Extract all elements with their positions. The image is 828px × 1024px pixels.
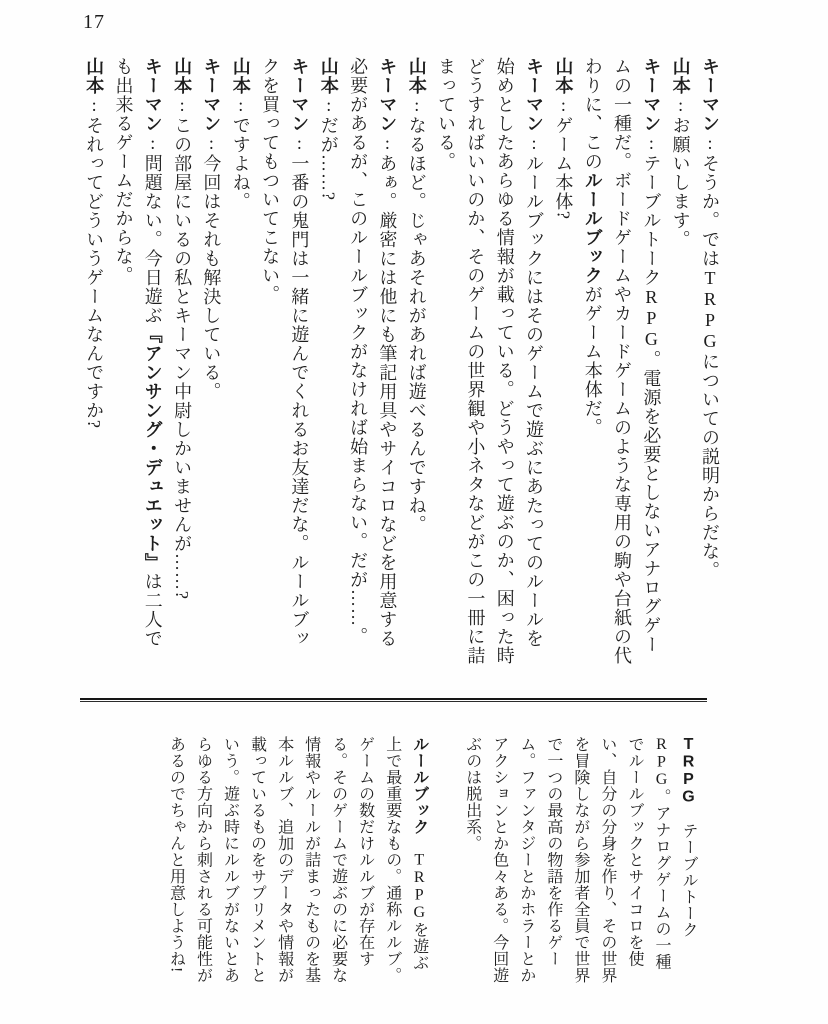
footnote-definition: テーブルトークRPG。アナログゲームの一種でルールブックとサイコロを使い、自分の分身を作り、その世界を冒険しながら参加者全員で世界で一つの最高の物語を作るゲーム。ファンタジーとかホラーとかアクションとか色々ある。今回遊ぶのは脱出系。 [463, 736, 697, 984]
upright-run: : [201, 133, 222, 154]
dialogue-turn: キーマン:今回はそれも解決している。 [201, 57, 222, 401]
footnote-section [100, 736, 702, 986]
footnote-term [680, 736, 697, 806]
upright-run: : [142, 133, 163, 154]
dialogue-turn: 山本:それってどういうゲームなんですか? [84, 57, 105, 429]
speaker-name: キーマン [377, 57, 398, 133]
upright-run: TRPG [680, 736, 697, 806]
speaker-name: 山本 [553, 57, 574, 95]
upright-run: : [230, 95, 251, 116]
upright-run: RPG [652, 736, 670, 789]
speaker-name: キーマン [524, 57, 545, 133]
upright-run: TRPG [410, 851, 428, 922]
page-number: 17 [83, 11, 105, 33]
speaker-name: キーマン [201, 57, 222, 133]
footnote-definition: TRPGを遊ぶ上で最重要なもの。通称ルルブ。ゲームの数だけルルブが存在する。そのゲームで遊ぶのに必要な情報やルールが詰まったものを基本ルルブ、追加のデータや情報が載っているものをサプリメントという。遊ぶ時にルルブがないとあらゆる方向から刺される可能性があるのでちゃんと用意しようね! [167, 736, 428, 984]
upright-run: : [524, 133, 545, 154]
upright-run: : [377, 133, 398, 154]
dialogue-turn: 山本:この部屋にいるの私とキーマン中尉しかいませんが……? [172, 57, 193, 600]
dialogue-turn: キーマン:ルールブックにはそのゲームで遊ぶにあたってのルールを始めとしたあらゆる情報が載っている。どうやって遊ぶのか、困った時どうすればいいのか、そのゲームの世界観や小ネタなどがこの一冊に詰まっている。 [436, 57, 545, 665]
dialogue-turn: 山本:なるほど。じゃあそれがあれば遊べるんですね。 [406, 57, 427, 534]
dialogue-turn: 山本:ですよね。 [230, 57, 251, 211]
upright-run: : [84, 95, 105, 116]
bold-term: 『アンサング・デュエット』 [142, 325, 163, 572]
upright-run: : [553, 95, 574, 116]
footnote-entry [459, 736, 702, 986]
upright-run: : [700, 133, 720, 154]
upright-run: : [172, 95, 193, 116]
speaker-name: 山本 [318, 57, 339, 95]
upright-run: : [641, 133, 662, 154]
speaker-name: 山本 [230, 57, 251, 95]
speaker-name: キーマン [641, 57, 662, 133]
speaker-name: キーマン [700, 57, 720, 133]
speaker-name: キーマン [289, 57, 310, 133]
speaker-name: キーマン [142, 57, 163, 133]
dialogue-turn: 山本:だが……? [318, 57, 339, 201]
upright-run: RPG [641, 287, 662, 350]
upright-run: : [670, 95, 691, 116]
dialogue-turn: キーマン:一番の鬼門は一緒に遊んでくれるお友達だな。ルールブックを買ってもついてこない。 [260, 57, 310, 648]
bold-term: ルールブック [582, 171, 603, 285]
speaker-name: 山本 [172, 57, 193, 95]
footnote-term: ルールブック [410, 736, 428, 835]
upright-run: : [318, 95, 339, 116]
dialogue-turn: キーマン:そうか。ではTRPGについての説明からだな。 [700, 57, 720, 580]
speaker-name: 山本 [406, 57, 427, 95]
dialogue-turn: キーマン:問題ない。今日遊ぶ『アンサング・デュエット』は二人でも出来るゲームだからな。 [113, 57, 163, 648]
upright-run: : [289, 133, 310, 154]
footnote-divider [80, 698, 707, 702]
upright-run: : [406, 95, 427, 116]
dialogue-turn: キーマン:テーブルトークRPG。電源を必要としないアナログゲームの一種だ。ボードゲームやカードゲームのような専用の駒や台紙の代わりに、このルールブックがゲーム本体だ。 [582, 57, 662, 665]
speaker-name: 山本 [670, 57, 691, 95]
upright-run: TRPG [700, 268, 720, 352]
dialogue-turn: 山本:ゲーム本体? [553, 57, 574, 220]
footnote-entry [162, 736, 432, 986]
speaker-name: 山本 [84, 57, 105, 95]
dialogue-section [77, 57, 724, 665]
dialogue-turn: 山本:お願いします。 [670, 57, 691, 249]
dialogue-turn: キーマン:あぁ。厳密には他にも筆記用具やサイコロなどを用意する必要があるが、このルールブックがなければ始まらない。だが……。 [348, 57, 398, 648]
